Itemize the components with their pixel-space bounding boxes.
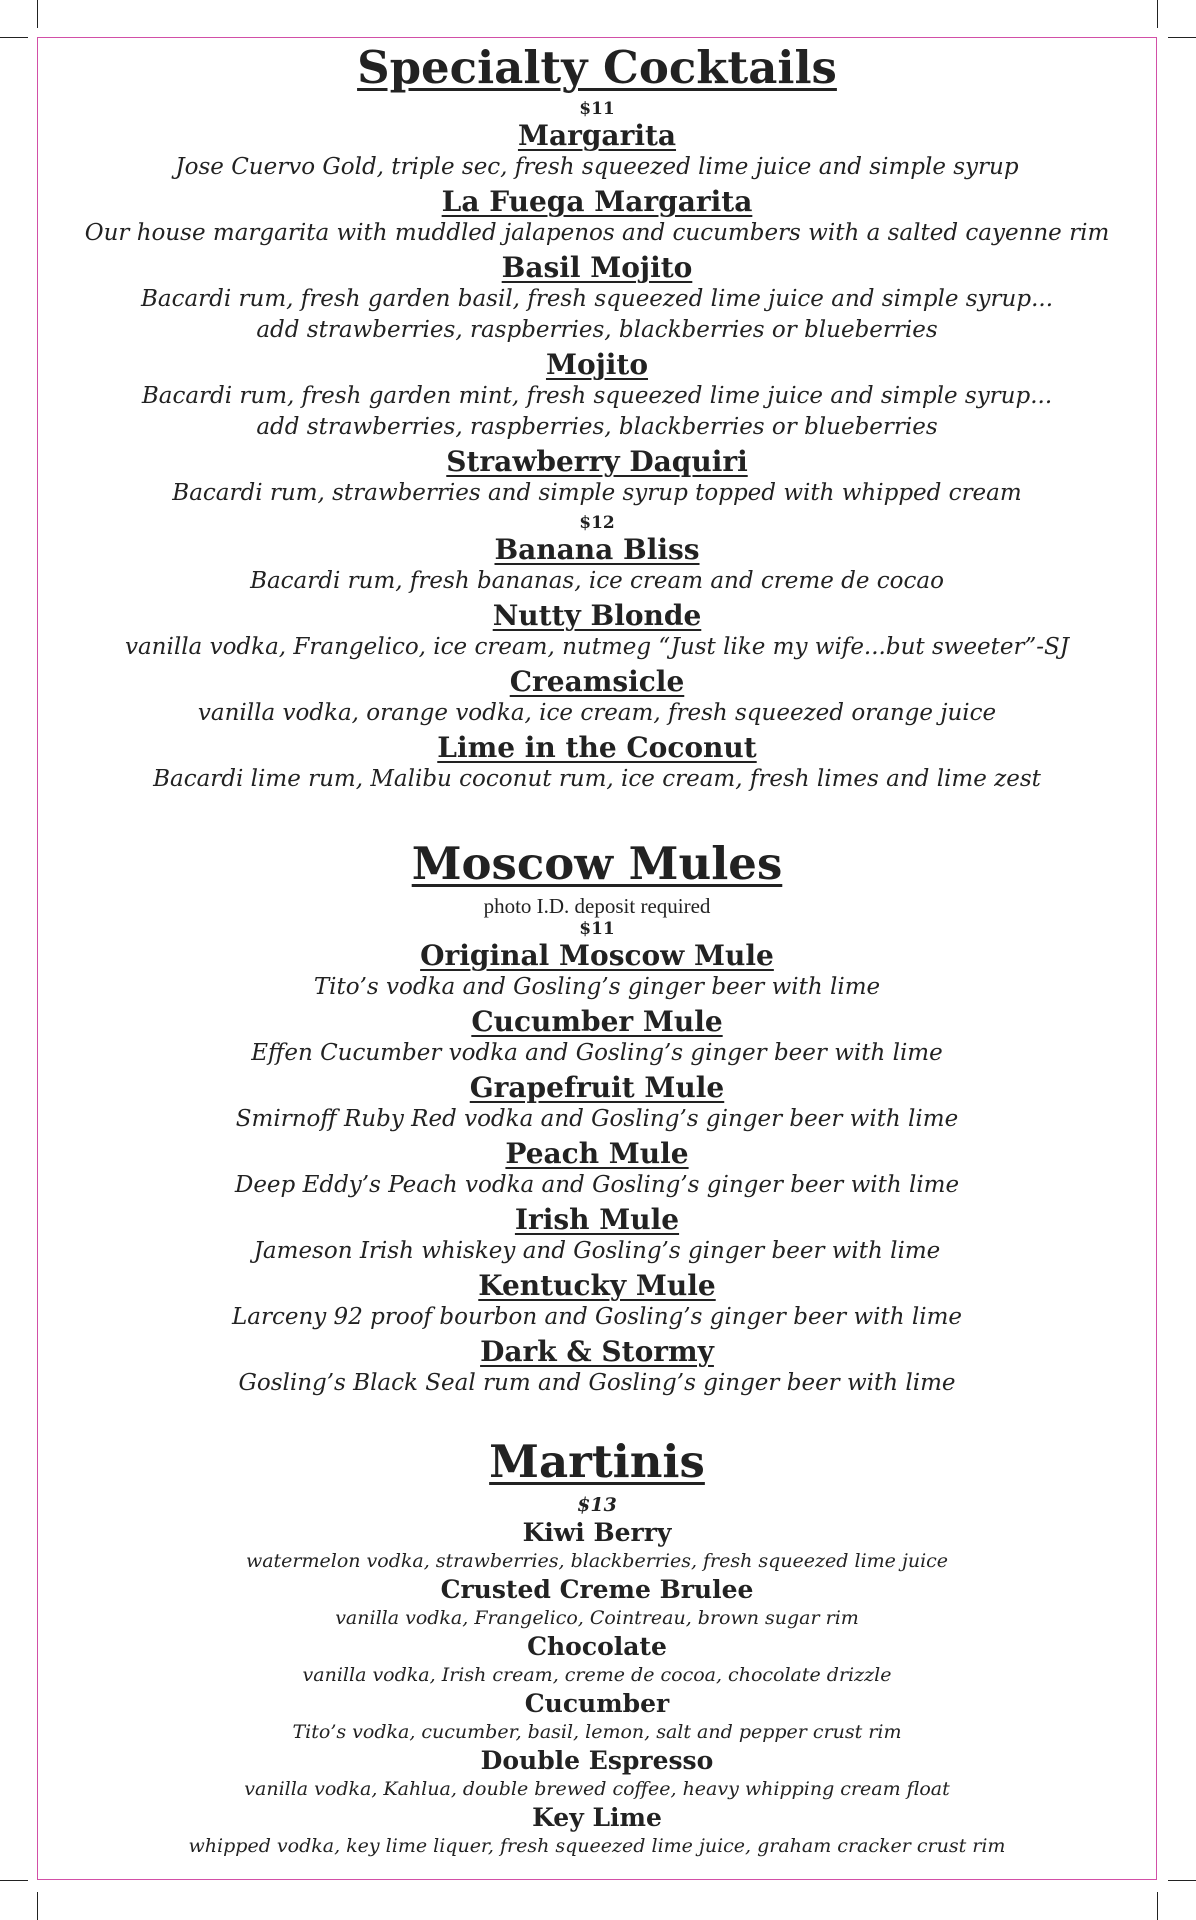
menu-item — [37, 120, 1157, 186]
item-description: vanilla vodka, Frangelico, Cointreau, brown sugar rim — [335, 1607, 859, 1629]
menu-item — [37, 534, 1157, 600]
item-description: Tito’s vodka, cucumber, basil, lemon, salt and pepper crust rim — [292, 1721, 902, 1743]
menu-item — [37, 600, 1157, 666]
menu-page — [37, 38, 1157, 1860]
section-spacer — [37, 798, 1157, 834]
item-description: vanilla vodka, Frangelico, ice cream, nutmeg “Just like my wife...but sweeter”-SJ — [124, 634, 1070, 660]
menu-item — [37, 1746, 1157, 1803]
crop-mark — [1168, 1880, 1196, 1881]
item-name: Chocolate — [527, 1632, 667, 1661]
item-description: Bacardi lime rum, Malibu coconut rum, ice cream, fresh limes and lime zest — [153, 766, 1041, 792]
item-name: Peach Mule — [505, 1137, 689, 1170]
item-description: watermelon vodka, strawberries, blackberries, fresh squeezed lime juice — [245, 1550, 949, 1572]
item-name: Creamsicle — [509, 665, 685, 698]
item-description: Gosling’s Black Seal rum and Gosling’s ginger beer with lime — [238, 1370, 956, 1396]
item-name: Banana Bliss — [494, 533, 700, 566]
item-description: Effen Cucumber vodka and Gosling’s ginger beer with lime — [251, 1040, 943, 1066]
menu-item — [37, 1689, 1157, 1746]
crop-mark — [1157, 1892, 1158, 1920]
specialty-items-11 — [37, 120, 1157, 512]
section-title: Martinis — [489, 1435, 705, 1488]
item-description: Bacardi rum, fresh garden mint, fresh squeezed lime juice and simple syrup... — [141, 383, 1053, 409]
item-name: Kentucky Mule — [478, 1269, 716, 1302]
item-description: vanilla vodka, Irish cream, creme de cocoa, chocolate drizzle — [302, 1664, 892, 1686]
item-name: Nutty Blonde — [492, 599, 702, 632]
section-spacer — [37, 1402, 1157, 1432]
item-description: vanilla vodka, orange vodka, ice cream, fresh squeezed orange juice — [197, 700, 997, 726]
item-name: Key Lime — [532, 1803, 662, 1832]
mule-items — [37, 940, 1157, 1402]
menu-item — [37, 666, 1157, 732]
crop-mark — [1157, 0, 1158, 28]
item-name: Margarita — [517, 119, 677, 152]
section-title: Specialty Cocktails — [357, 41, 837, 94]
item-name: Cucumber — [524, 1689, 670, 1718]
item-description: Jameson Irish whiskey and Gosling’s ginger beer with lime — [253, 1238, 941, 1264]
crop-mark — [37, 1892, 38, 1920]
item-description: Deep Eddy’s Peach vodka and Gosling’s ginger beer with lime — [234, 1172, 960, 1198]
item-name: Kiwi Berry — [522, 1518, 672, 1547]
menu-item — [37, 1006, 1157, 1072]
item-description: Smirnoff Ruby Red vodka and Gosling’s ginger beer with lime — [235, 1106, 959, 1132]
item-name: Grapefruit Mule — [469, 1071, 725, 1104]
item-description: Bacardi rum, fresh garden basil, fresh squeezed lime juice and simple syrup... — [140, 286, 1054, 312]
crop-mark — [1168, 37, 1196, 38]
martini-items — [37, 1518, 1157, 1860]
menu-item — [37, 1336, 1157, 1402]
item-name: Crusted Creme Brulee — [440, 1575, 754, 1604]
specialty-cocktails-section — [37, 38, 1157, 798]
item-description: add strawberries, raspberries, blackberries or blueberries — [256, 414, 938, 440]
price-label: $13 — [577, 1494, 617, 1516]
section-title: Moscow Mules — [411, 837, 783, 890]
menu-item — [37, 940, 1157, 1006]
item-description: vanilla vodka, Kahlua, double brewed coffee, heavy whipping cream float — [244, 1778, 950, 1800]
price-label: $11 — [579, 99, 615, 119]
martinis-section — [37, 1432, 1157, 1860]
item-name: Double Espresso — [480, 1746, 714, 1775]
item-name: Mojito — [545, 348, 649, 381]
item-description: Our house margarita with muddled jalapenos and cucumbers with a salted cayenne rim — [84, 220, 1110, 246]
price-label: $11 — [579, 919, 615, 939]
item-name: Basil Mojito — [501, 251, 693, 284]
item-description: Larceny 92 proof bourbon and Gosling’s ginger beer with lime — [231, 1304, 963, 1330]
crop-mark — [0, 37, 28, 38]
item-name: Dark & Stormy — [480, 1335, 714, 1368]
specialty-items-12 — [37, 534, 1157, 798]
menu-item — [37, 1632, 1157, 1689]
item-name: Cucumber Mule — [471, 1005, 723, 1038]
menu-item — [37, 252, 1157, 349]
menu-item — [37, 186, 1157, 252]
menu-item — [37, 446, 1157, 512]
item-name: Irish Mule — [514, 1203, 680, 1236]
item-name: Lime in the Coconut — [437, 731, 757, 764]
menu-item — [37, 1575, 1157, 1632]
item-description: whipped vodka, key lime liquer, fresh squeezed lime juice, graham cracker crust rim — [188, 1835, 1006, 1857]
menu-item — [37, 1270, 1157, 1336]
menu-item — [37, 1072, 1157, 1138]
price-label: $12 — [579, 513, 615, 533]
item-name: La Fuega Margarita — [441, 185, 753, 218]
menu-item — [37, 732, 1157, 798]
item-description: Tito’s vodka and Gosling’s ginger beer with lime — [313, 974, 881, 1000]
deposit-note: photo I.D. deposit required — [483, 894, 711, 918]
item-description: add strawberries, raspberries, blackberries or blueberries — [256, 317, 938, 343]
menu-item — [37, 1138, 1157, 1204]
item-description: Bacardi rum, fresh bananas, ice cream and creme de cocao — [250, 568, 944, 594]
menu-item — [37, 1803, 1157, 1860]
item-description: Bacardi rum, strawberries and simple syrup topped with whipped cream — [172, 480, 1022, 506]
item-name: Original Moscow Mule — [420, 939, 774, 972]
item-description: Jose Cuervo Gold, triple sec, fresh squeezed lime juice and simple syrup — [175, 154, 1019, 180]
crop-mark — [0, 1880, 28, 1881]
menu-item — [37, 349, 1157, 446]
menu-item — [37, 1204, 1157, 1270]
crop-mark — [37, 0, 38, 28]
menu-item — [37, 1518, 1157, 1575]
moscow-mules-section — [37, 834, 1157, 1402]
item-name: Strawberry Daquiri — [446, 445, 748, 478]
